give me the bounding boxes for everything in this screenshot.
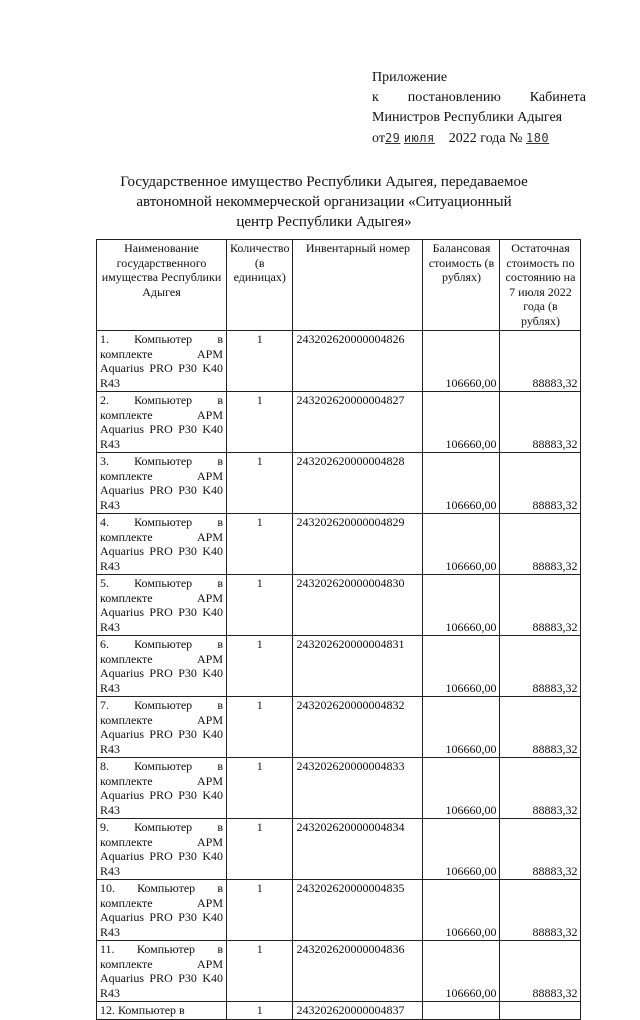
cell-balance-value: 106660,00 <box>423 697 500 758</box>
property-table <box>96 239 581 1020</box>
cell-inventory-number: 243202620000004833 <box>293 758 423 819</box>
cell-quantity: 1 <box>227 392 293 453</box>
cell-residual-value: 88883,32 <box>500 758 581 819</box>
date-prefix: от <box>372 131 385 146</box>
cell-name: 3. Компьютер в комплекте АРМ Aquarius PRO P30 K40 R43 <box>97 453 227 514</box>
cell-inventory-number: 243202620000004826 <box>293 331 423 392</box>
cell-balance-value: 106660,00 <box>423 575 500 636</box>
document-title: Государственное имущество Республики Адыгея, передаваемое автономной некоммерческой организации «Ситуационный центр Республики Адыгея» <box>120 174 528 230</box>
cell-inventory-number: 243202620000004830 <box>293 575 423 636</box>
cell-name: 12. Компьютер в <box>97 1002 227 1020</box>
appendix-word-resolution: постановлению <box>407 90 501 105</box>
cell-residual-value: 88883,32 <box>500 941 581 1002</box>
cell-inventory-number: 243202620000004832 <box>293 697 423 758</box>
cell-balance-value: 106660,00 <box>423 514 500 575</box>
cell-residual-value: 88883,32 <box>500 453 581 514</box>
appendix-resolution-line <box>372 88 586 108</box>
cell-balance-value: 106660,00 <box>423 758 500 819</box>
cell-quantity: 1 <box>227 819 293 880</box>
cell-inventory-number: 243202620000004828 <box>293 453 423 514</box>
table-row <box>97 636 581 697</box>
cell-balance-value: 106660,00 <box>423 453 500 514</box>
table-row <box>97 331 581 392</box>
appendix-ministers: Министров Республики Адыгея <box>372 110 563 125</box>
cell-quantity: 1 <box>227 880 293 941</box>
cell-balance-value: 106660,00 <box>423 392 500 453</box>
table-row <box>97 819 581 880</box>
table-row <box>97 514 581 575</box>
cell-name: 5. Компьютер в комплекте АРМ Aquarius PRO P30 K40 R43 <box>97 575 227 636</box>
cell-inventory-number: 243202620000004829 <box>293 514 423 575</box>
cell-quantity: 1 <box>227 636 293 697</box>
cell-residual-value: 88883,32 <box>500 514 581 575</box>
cell-name: 6. Компьютер в комплекте АРМ Aquarius PRO P30 K40 R43 <box>97 636 227 697</box>
cell-name: 1. Компьютер в комплекте АРМ Aquarius PRO P30 K40 R43 <box>97 331 227 392</box>
cell-quantity: 1 <box>227 331 293 392</box>
appendix-date-line <box>372 128 586 149</box>
table-row <box>97 575 581 636</box>
cell-residual-value: 88883,32 <box>500 575 581 636</box>
date-year: 2022 года № <box>448 131 523 146</box>
table-row-partial <box>97 1002 581 1020</box>
cell-quantity: 1 <box>227 941 293 1002</box>
cell-balance-value: 106660,00 <box>423 636 500 697</box>
appendix-word-cabinet: Кабинета <box>529 90 586 105</box>
header-balance-value: Балансовая стоимость (в рублях) <box>423 240 500 331</box>
cell-name: 11. Компьютер в комплекте АРМ Aquarius PRO P30 K40 R43 <box>97 941 227 1002</box>
cell-residual-value: 88883,32 <box>500 819 581 880</box>
table-row <box>97 392 581 453</box>
table-row <box>97 880 581 941</box>
cell-inventory-number: 243202620000004836 <box>293 941 423 1002</box>
cell-name: 2. Компьютер в комплекте АРМ Aquarius PRO P30 K40 R43 <box>97 392 227 453</box>
cell-residual-value: 88883,32 <box>500 880 581 941</box>
cell-balance-value <box>423 1002 500 1020</box>
cell-balance-value: 106660,00 <box>423 941 500 1002</box>
cell-name: 8. Компьютер в комплекте АРМ Aquarius PRO P30 K40 R43 <box>97 758 227 819</box>
cell-balance-value: 106660,00 <box>423 331 500 392</box>
cell-residual-value: 88883,32 <box>500 331 581 392</box>
cell-name: 4. Компьютер в комплекте АРМ Aquarius PRO P30 K40 R43 <box>97 514 227 575</box>
cell-balance-value: 106660,00 <box>423 880 500 941</box>
cell-quantity: 1 <box>227 1002 293 1020</box>
cell-inventory-number: 243202620000004827 <box>293 392 423 453</box>
cell-quantity: 1 <box>227 758 293 819</box>
table-row <box>97 453 581 514</box>
appendix-title: Приложение <box>372 70 448 85</box>
cell-residual-value: 88883,32 <box>500 697 581 758</box>
cell-residual-value: 88883,32 <box>500 636 581 697</box>
cell-inventory-number: 243202620000004831 <box>293 636 423 697</box>
cell-quantity: 1 <box>227 575 293 636</box>
cell-quantity: 1 <box>227 697 293 758</box>
table-row <box>97 758 581 819</box>
resolution-number: 180 <box>525 131 550 145</box>
header-residual-value: Остаточная стоимость по состоянию на 7 июля 2022 года (в рублях) <box>500 240 581 331</box>
header-quantity: Количество (в единицах) <box>227 240 293 331</box>
cell-name: 7. Компьютер в комплекте АРМ Aquarius PRO P30 K40 R43 <box>97 697 227 758</box>
cell-quantity: 1 <box>227 453 293 514</box>
appendix-block <box>372 68 586 149</box>
appendix-word-k: к <box>372 90 379 105</box>
table-header-row <box>97 240 581 331</box>
cell-balance-value: 106660,00 <box>423 819 500 880</box>
table-body <box>97 331 581 1020</box>
cell-name: 10. Компьютер в комплекте АРМ Aquarius PRO P30 K40 R43 <box>97 880 227 941</box>
header-inventory-number: Инвентарный номер <box>293 240 423 331</box>
cell-inventory-number: 243202620000004837 <box>293 1002 423 1020</box>
table-row <box>97 941 581 1002</box>
cell-inventory-number: 243202620000004835 <box>293 880 423 941</box>
cell-residual-value: 88883,32 <box>500 392 581 453</box>
header-name: Наименование государственного имущества Республики Адыгея <box>97 240 227 331</box>
cell-inventory-number: 243202620000004834 <box>293 819 423 880</box>
table-row <box>97 697 581 758</box>
cell-residual-value <box>500 1002 581 1020</box>
date-day: 29 <box>384 131 401 145</box>
cell-name: 9. Компьютер в комплекте АРМ Aquarius PRO P30 K40 R43 <box>97 819 227 880</box>
cell-quantity: 1 <box>227 514 293 575</box>
date-month: июля <box>403 131 435 145</box>
